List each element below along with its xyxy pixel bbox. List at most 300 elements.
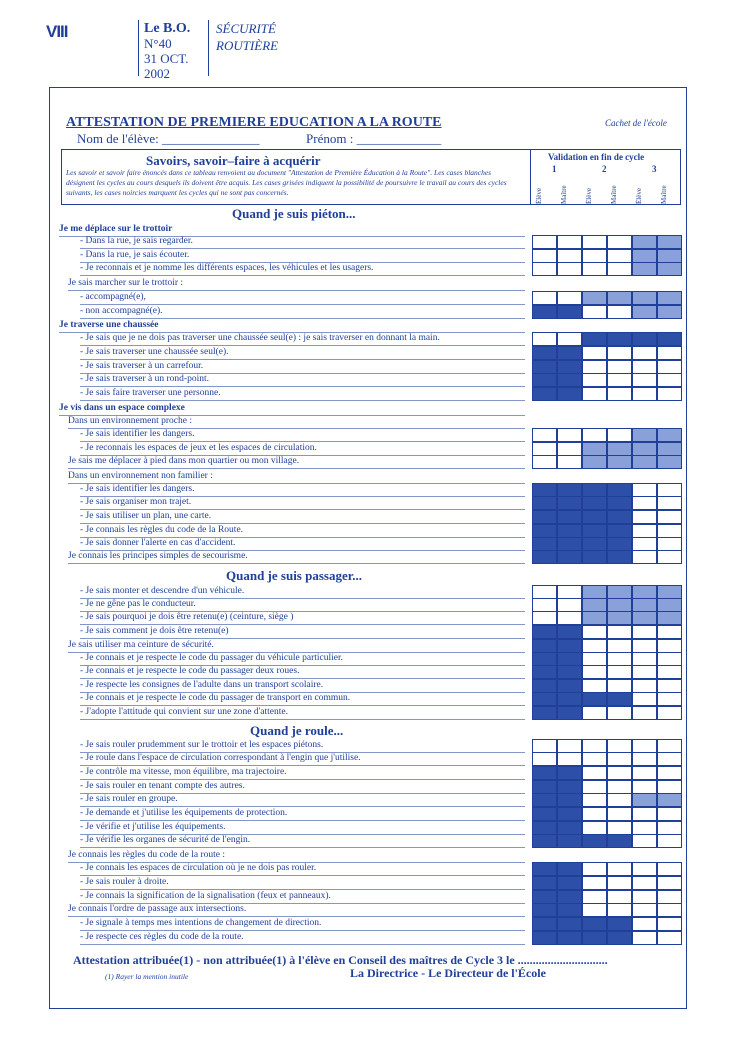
validation-cell <box>557 665 582 679</box>
validation-cell[interactable] <box>532 262 557 276</box>
validation-cell[interactable] <box>657 890 682 904</box>
validation-cell[interactable] <box>632 249 657 263</box>
validation-cell[interactable] <box>632 524 657 538</box>
skill-row-2: - Dans la rue, je sais écouter. <box>80 250 190 260</box>
validation-cell[interactable] <box>582 598 607 612</box>
validation-cell[interactable] <box>557 611 582 625</box>
validation-cell[interactable] <box>532 598 557 612</box>
validation-cell[interactable] <box>532 611 557 625</box>
validation-cell[interactable] <box>607 821 632 835</box>
validation-cell[interactable] <box>607 442 632 456</box>
validation-cell[interactable] <box>657 585 682 599</box>
row-rule <box>80 806 525 807</box>
validation-cell[interactable] <box>582 752 607 766</box>
skill-row-11: - Je sais traverser à un rond-point. <box>80 374 210 384</box>
skill-row-10: - Je sais traverser à un carrefour. <box>80 361 204 371</box>
skill-row-35: - Je sais rouler prudemment sur le trottoir et les espaces piétons. <box>80 740 324 750</box>
col-eleve-2: Élève <box>585 188 593 204</box>
validation-cell[interactable] <box>582 611 607 625</box>
validation-cell <box>657 332 682 346</box>
validation-cell <box>532 496 557 510</box>
validation-cell[interactable] <box>632 752 657 766</box>
validation-cell[interactable] <box>657 483 682 497</box>
validation-cell[interactable] <box>657 496 682 510</box>
validation-cell[interactable] <box>607 585 632 599</box>
validation-cell <box>607 931 632 945</box>
validation-cell[interactable] <box>557 249 582 263</box>
validation-cell[interactable] <box>607 706 632 720</box>
validation-cell[interactable] <box>632 639 657 653</box>
validation-cell[interactable] <box>582 262 607 276</box>
rubric-line-1: SÉCURITÉ <box>216 21 276 36</box>
validation-cell <box>532 793 557 807</box>
validation-cell[interactable] <box>632 807 657 821</box>
validation-cell[interactable] <box>632 903 657 917</box>
validation-cell[interactable] <box>632 346 657 360</box>
skills-title: Savoirs, savoir–faire à acquérir <box>146 153 321 168</box>
validation-cell[interactable] <box>657 692 682 706</box>
validation-cell[interactable] <box>532 442 557 456</box>
validation-cell[interactable] <box>657 262 682 276</box>
skills-description: Les savoir et savoir faire énoncés dans ce tableau renvoient au document "Attestation de Première Éducation à la Route". Les cases blanches désignent les cycles au cours desquels ils doivent être acquis. Les cases grisées indiquent la possibilité de poursuivre le travail au cours des cycles suivants, les cases noircies marquent les cycles qui ne sont pas concernés. <box>66 168 507 197</box>
validation-cell[interactable] <box>557 585 582 599</box>
validation-cell[interactable] <box>582 360 607 374</box>
validation-cell[interactable] <box>607 679 632 693</box>
validation-cell <box>532 373 557 387</box>
validation-cell[interactable] <box>582 291 607 305</box>
validation-cell[interactable] <box>607 739 632 753</box>
validation-cell[interactable] <box>632 862 657 876</box>
validation-cell[interactable] <box>582 706 607 720</box>
validation-cell[interactable] <box>557 752 582 766</box>
validation-cell[interactable] <box>557 598 582 612</box>
validation-cell[interactable] <box>632 305 657 319</box>
validation-cell[interactable] <box>607 611 632 625</box>
validation-cell[interactable] <box>657 821 682 835</box>
validation-cell <box>607 550 632 564</box>
skill-row-43: Je connais les règles du code de la route : <box>68 850 225 860</box>
validation-cell <box>582 917 607 931</box>
validation-cell[interactable] <box>632 550 657 564</box>
row-rule <box>68 916 525 917</box>
validation-cell[interactable] <box>557 442 582 456</box>
validation-cell[interactable] <box>657 387 682 401</box>
validation-cell[interactable] <box>632 821 657 835</box>
skill-row-7: Je traverse une chaussée <box>59 320 159 330</box>
validation-cell[interactable] <box>632 455 657 469</box>
section-number: VIII <box>46 22 68 41</box>
student-name-row <box>77 131 441 147</box>
validation-cell[interactable] <box>582 766 607 780</box>
validation-cell <box>582 692 607 706</box>
section-pieton: Quand je suis piéton... <box>232 206 356 221</box>
validation-cell[interactable] <box>632 890 657 904</box>
validation-cell <box>532 360 557 374</box>
validation-cell[interactable] <box>607 428 632 442</box>
validation-cell[interactable] <box>607 373 632 387</box>
validation-cell <box>582 524 607 538</box>
validation-cell[interactable] <box>607 249 632 263</box>
validation-cell[interactable] <box>632 483 657 497</box>
validation-cell <box>532 862 557 876</box>
validation-cell[interactable] <box>582 793 607 807</box>
validation-cell[interactable] <box>607 862 632 876</box>
skill-row-13: Je vis dans un espace complexe <box>59 403 185 413</box>
validation-cell <box>607 917 632 931</box>
validation-cell[interactable] <box>607 639 632 653</box>
validation-cell[interactable] <box>607 346 632 360</box>
validation-cell <box>532 665 557 679</box>
skill-row-33: - Je connais et je respecte le code du passager de transport en commun. <box>80 693 351 703</box>
validation-cell <box>557 387 582 401</box>
col-maitre-2: Maître <box>610 185 618 204</box>
validation-cell[interactable] <box>532 235 557 249</box>
skill-row-38: - Je sais rouler en tenant compte des autres. <box>80 781 245 791</box>
validation-cell[interactable] <box>632 387 657 401</box>
validation-cell[interactable] <box>632 496 657 510</box>
validation-cell[interactable] <box>582 428 607 442</box>
validation-cell[interactable] <box>657 780 682 794</box>
validation-cell[interactable] <box>657 360 682 374</box>
validation-cell <box>532 305 557 319</box>
row-rule <box>80 345 525 346</box>
validation-cell[interactable] <box>657 876 682 890</box>
validation-cell[interactable] <box>657 807 682 821</box>
validation-cell[interactable] <box>657 652 682 666</box>
validation-cell[interactable] <box>557 455 582 469</box>
validation-cell <box>532 780 557 794</box>
validation-cell[interactable] <box>607 890 632 904</box>
skill-row-45: - Je sais rouler à droite. <box>80 877 169 887</box>
validation-cell[interactable] <box>607 876 632 890</box>
col-maitre-1: Maître <box>560 185 568 204</box>
skill-row-22: - Je connais les règles du code de la Route. <box>80 525 244 535</box>
validation-cell[interactable] <box>657 766 682 780</box>
validation-cell[interactable] <box>632 766 657 780</box>
validation-cell <box>582 834 607 848</box>
validation-cell[interactable] <box>607 752 632 766</box>
validation-cell[interactable] <box>657 235 682 249</box>
bo-reference <box>144 20 190 81</box>
validation-cell[interactable] <box>632 652 657 666</box>
validation-cell[interactable] <box>657 305 682 319</box>
row-rule <box>68 468 525 469</box>
validation-cell[interactable] <box>582 903 607 917</box>
validation-cell[interactable] <box>632 625 657 639</box>
skill-row-9: - Je sais traverser une chaussée seul(e). <box>80 347 229 357</box>
validation-cell[interactable] <box>657 455 682 469</box>
validation-cell <box>557 834 582 848</box>
validation-cell <box>532 931 557 945</box>
validation-cell[interactable] <box>582 665 607 679</box>
validation-cell[interactable] <box>582 387 607 401</box>
validation-cell[interactable] <box>607 305 632 319</box>
validation-cell[interactable] <box>532 291 557 305</box>
validation-cell[interactable] <box>582 235 607 249</box>
validation-cell <box>532 524 557 538</box>
skill-row-31: - Je connais et je respecte le code du passager deux roues. <box>80 666 300 676</box>
skill-row-36: - Je roule dans l'espace de circulation correspondant à l'engin que j'utilise. <box>80 753 361 763</box>
skill-row-34: - J'adopte l'attitude qui convient sur une zone d'attente. <box>80 707 289 717</box>
validation-cell[interactable] <box>657 625 682 639</box>
validation-cell[interactable] <box>582 346 607 360</box>
skill-row-12: - Je sais faire traverser une personne. <box>80 388 221 398</box>
validation-cell[interactable] <box>607 387 632 401</box>
validation-cell[interactable] <box>657 537 682 551</box>
validation-cell[interactable] <box>632 793 657 807</box>
skill-row-1: - Dans la rue, je sais regarder. <box>80 236 193 246</box>
validation-cell[interactable] <box>657 373 682 387</box>
validation-cell <box>532 510 557 524</box>
validation-cell[interactable] <box>582 739 607 753</box>
validation-cell[interactable] <box>557 428 582 442</box>
validation-cell <box>532 387 557 401</box>
validation-cell[interactable] <box>582 679 607 693</box>
validation-cell[interactable] <box>582 780 607 794</box>
skill-row-48: - Je signale à temps mes intentions de changement de direction. <box>80 918 322 928</box>
validation-cell[interactable] <box>657 917 682 931</box>
validation-cell[interactable] <box>657 442 682 456</box>
col-eleve-3: Élève <box>635 188 643 204</box>
validation-cell[interactable] <box>657 834 682 848</box>
validation-cell[interactable] <box>632 780 657 794</box>
validation-cell <box>557 510 582 524</box>
validation-cell[interactable] <box>657 739 682 753</box>
skill-row-0: Je me déplace sur le trottoir <box>59 224 173 234</box>
validation-cell[interactable] <box>582 442 607 456</box>
row-rule <box>80 400 525 401</box>
validation-cell <box>582 931 607 945</box>
validation-cell[interactable] <box>657 793 682 807</box>
validation-cell <box>532 917 557 931</box>
validation-cell[interactable] <box>632 931 657 945</box>
validation-cell[interactable] <box>657 249 682 263</box>
validation-cell[interactable] <box>657 639 682 653</box>
skill-row-44: - Je connais les espaces de circulation où je ne dois pas rouler. <box>80 863 317 873</box>
validation-cell <box>607 834 632 848</box>
validation-cell <box>532 706 557 720</box>
validation-cell[interactable] <box>557 291 582 305</box>
row-rule <box>80 523 525 524</box>
row-rule <box>80 359 525 360</box>
validation-cell <box>532 834 557 848</box>
validation-cell[interactable] <box>657 611 682 625</box>
validation-cell[interactable] <box>607 766 632 780</box>
validation-cell[interactable] <box>632 834 657 848</box>
validation-cell[interactable] <box>582 807 607 821</box>
validation-cell[interactable] <box>582 890 607 904</box>
validation-cell[interactable] <box>607 262 632 276</box>
row-rule <box>80 509 525 510</box>
validation-cell <box>532 807 557 821</box>
validation-cell[interactable] <box>657 679 682 693</box>
validation-cell[interactable] <box>632 665 657 679</box>
student-name-field[interactable]: Nom de l'élève: _______________ <box>77 131 260 146</box>
row-rule <box>80 820 525 821</box>
validation-cell <box>557 917 582 931</box>
validation-cell[interactable] <box>657 903 682 917</box>
validation-cell[interactable] <box>632 917 657 931</box>
validation-cell <box>607 332 632 346</box>
validation-cell <box>582 483 607 497</box>
skill-row-21: - Je sais utiliser un plan, une carte. <box>80 511 212 521</box>
row-rule <box>68 290 525 291</box>
validation-cell[interactable] <box>632 706 657 720</box>
validation-cell[interactable] <box>582 876 607 890</box>
validation-cell[interactable] <box>582 585 607 599</box>
col-maitre-3: Maître <box>660 185 668 204</box>
validation-cell[interactable] <box>657 346 682 360</box>
validation-title: Validation en fin de cycle <box>548 152 645 162</box>
row-rule <box>80 930 525 931</box>
validation-cell[interactable] <box>632 373 657 387</box>
validation-cell[interactable] <box>532 752 557 766</box>
validation-cell[interactable] <box>582 639 607 653</box>
skill-row-42: - Je vérifie les organes de sécurité de l'engin. <box>80 835 251 845</box>
validation-cell[interactable] <box>532 249 557 263</box>
validation-cell[interactable] <box>557 739 582 753</box>
validation-cell[interactable] <box>632 585 657 599</box>
skill-row-32: - Je respecte les consignes de l'adulte dans un transport scolaire. <box>80 680 324 690</box>
validation-cell[interactable] <box>657 706 682 720</box>
validation-cell <box>557 346 582 360</box>
skill-row-40: - Je demande et j'utilise les équipements de protection. <box>80 808 288 818</box>
row-rule <box>80 318 525 319</box>
validation-cell[interactable] <box>632 291 657 305</box>
validation-cell[interactable] <box>632 428 657 442</box>
validation-cell[interactable] <box>607 807 632 821</box>
validation-cell[interactable] <box>532 332 557 346</box>
validation-cell[interactable] <box>657 665 682 679</box>
row-rule <box>80 678 525 679</box>
skill-row-37: - Je contrôle ma vitesse, mon équilibre, ma trajectoire. <box>80 767 287 777</box>
skill-row-18: Dans un environnement non familier : <box>68 471 213 481</box>
validation-cell[interactable] <box>657 291 682 305</box>
validation-cell[interactable] <box>632 262 657 276</box>
row-rule <box>80 624 525 625</box>
validation-cell[interactable] <box>607 598 632 612</box>
validation-cell[interactable] <box>657 524 682 538</box>
validation-cell[interactable] <box>582 249 607 263</box>
validation-cell[interactable] <box>557 332 582 346</box>
student-firstname-field[interactable]: Prénom : _____________ <box>306 131 442 146</box>
col-eleve-1: Élève <box>535 188 543 204</box>
row-rule <box>68 563 525 564</box>
validation-cell[interactable] <box>607 665 632 679</box>
section-roule: Quand je roule... <box>250 723 344 738</box>
skill-row-25: - Je sais monter et descendre d'un véhicule. <box>80 586 245 596</box>
skill-row-4: Je sais marcher sur le trottoir : <box>68 278 184 288</box>
validation-cell[interactable] <box>532 739 557 753</box>
validation-cell[interactable] <box>582 821 607 835</box>
validation-cell[interactable] <box>557 262 582 276</box>
validation-cell[interactable] <box>582 305 607 319</box>
skill-row-20: - Je sais organiser mon trajet. <box>80 497 192 507</box>
validation-cell[interactable] <box>632 692 657 706</box>
validation-cell <box>607 692 632 706</box>
row-rule <box>80 875 525 876</box>
validation-cell <box>557 524 582 538</box>
validation-cell[interactable] <box>607 793 632 807</box>
validation-cell <box>557 780 582 794</box>
validation-cell[interactable] <box>632 876 657 890</box>
validation-cell[interactable] <box>607 235 632 249</box>
validation-cell <box>557 652 582 666</box>
rubric-line-2: ROUTIÈRE <box>216 38 279 53</box>
validation-cell[interactable] <box>532 455 557 469</box>
validation-cell[interactable] <box>607 455 632 469</box>
validation-cell[interactable] <box>632 510 657 524</box>
validation-cell[interactable] <box>632 442 657 456</box>
validation-cell <box>532 550 557 564</box>
validation-cell <box>557 706 582 720</box>
validation-cell[interactable] <box>532 428 557 442</box>
validation-cell[interactable] <box>607 652 632 666</box>
validation-cell[interactable] <box>582 862 607 876</box>
validation-cell <box>557 537 582 551</box>
validation-cell <box>582 550 607 564</box>
row-rule <box>80 779 525 780</box>
skill-row-23: - Je sais donner l'alerte en cas d'accident. <box>80 538 236 548</box>
section-passager: Quand je suis passager... <box>226 568 363 583</box>
validation-cell[interactable] <box>607 291 632 305</box>
skill-row-5: - accompagné(e), <box>80 292 146 302</box>
row-rule <box>80 889 525 890</box>
validation-cell[interactable] <box>582 652 607 666</box>
cycle-2-label: 2 <box>602 164 607 174</box>
validation-cell[interactable] <box>557 235 582 249</box>
validation-cell[interactable] <box>632 679 657 693</box>
validation-cell[interactable] <box>657 862 682 876</box>
validation-cell <box>532 890 557 904</box>
validation-cell[interactable] <box>582 625 607 639</box>
validation-cell <box>582 332 607 346</box>
validation-cell[interactable] <box>632 360 657 374</box>
validation-cell[interactable] <box>632 598 657 612</box>
validation-cell[interactable] <box>657 510 682 524</box>
rubric <box>216 20 278 54</box>
validation-cell[interactable] <box>607 625 632 639</box>
validation-cell <box>532 692 557 706</box>
validation-cell[interactable] <box>657 550 682 564</box>
validation-cell <box>607 524 632 538</box>
validation-cell <box>557 862 582 876</box>
cycle-3-label: 3 <box>652 164 657 174</box>
validation-cell[interactable] <box>657 598 682 612</box>
validation-cell[interactable] <box>632 611 657 625</box>
validation-cell[interactable] <box>607 903 632 917</box>
validation-cell[interactable] <box>657 752 682 766</box>
validation-cell[interactable] <box>632 739 657 753</box>
validation-cell <box>532 483 557 497</box>
validation-cell[interactable] <box>607 360 632 374</box>
validation-cell[interactable] <box>607 780 632 794</box>
validation-cell[interactable] <box>632 537 657 551</box>
bo-name: Le B.O. <box>144 21 191 36</box>
validation-cell[interactable] <box>582 455 607 469</box>
row-rule <box>80 638 525 639</box>
validation-cell[interactable] <box>657 931 682 945</box>
validation-cell <box>557 821 582 835</box>
validation-cell[interactable] <box>657 428 682 442</box>
validation-cell[interactable] <box>532 585 557 599</box>
validation-cell[interactable] <box>632 235 657 249</box>
validation-cell[interactable] <box>582 373 607 387</box>
validation-cell <box>607 483 632 497</box>
validation-cell <box>532 903 557 917</box>
attestation-statement: Attestation attribuée(1) - non attribuée(1) à l'élève en Conseil des maîtres de Cycle 3 le .............................. <box>73 953 608 967</box>
skill-row-6: - non accompagné(e). <box>80 306 163 316</box>
